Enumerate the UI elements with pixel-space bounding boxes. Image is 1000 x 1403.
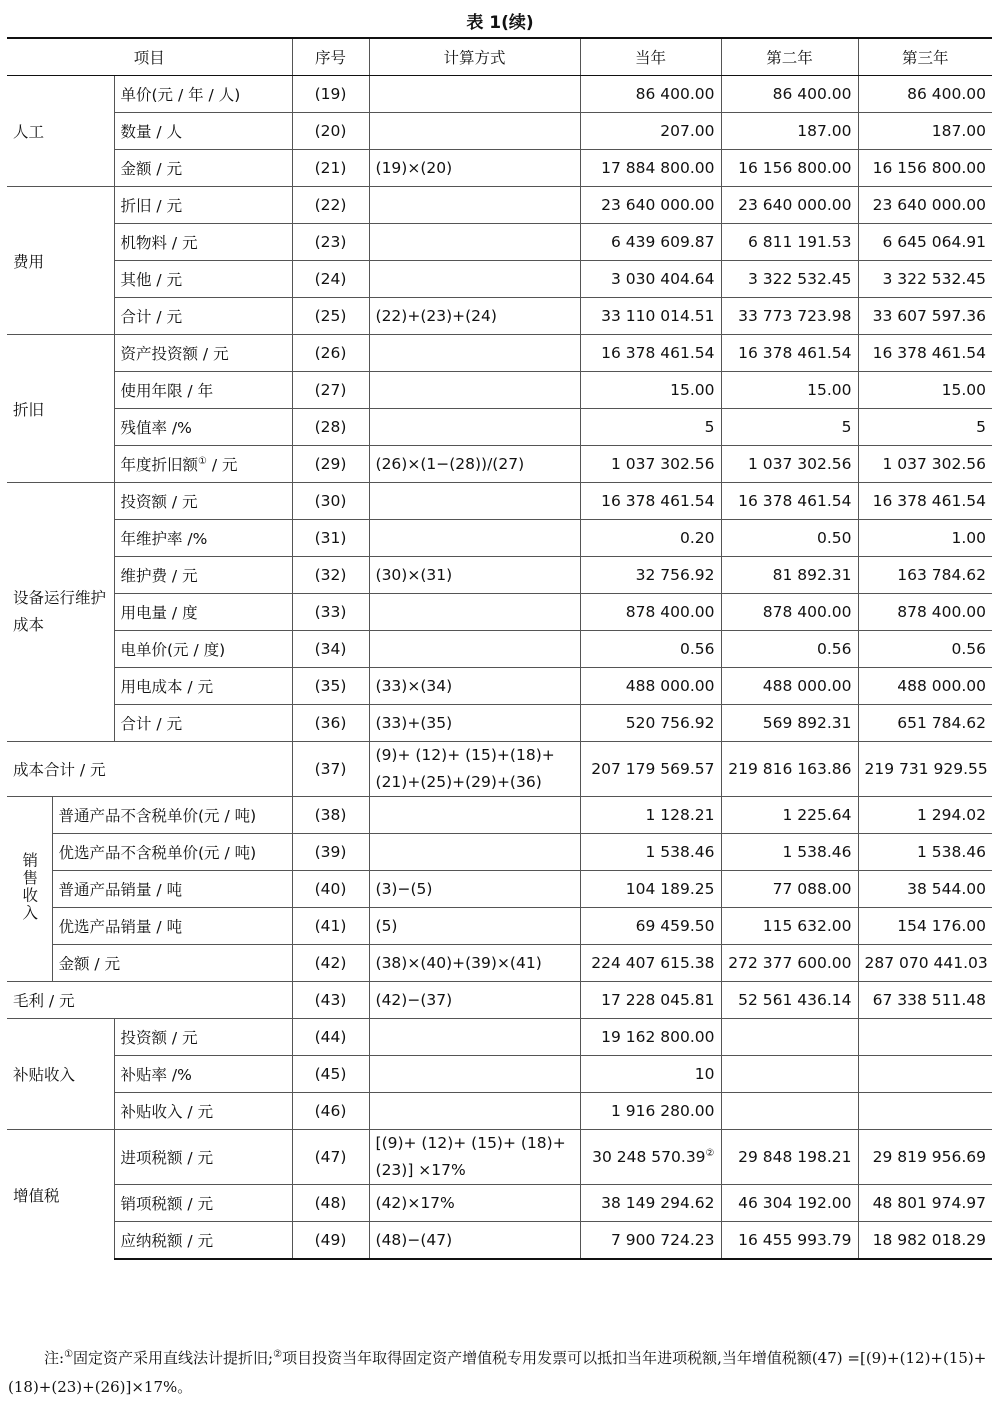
table-row: [7, 742, 992, 797]
table-row: [7, 1019, 992, 1056]
row-seq: (44): [292, 1019, 369, 1056]
row-year2: 29 848 198.21: [721, 1130, 858, 1185]
row-year2: 219 816 163.86: [721, 742, 858, 797]
row-calc: (48)−(47): [369, 1222, 580, 1260]
row-calc: [369, 1093, 580, 1130]
row-year2: 16 378 461.54: [721, 483, 858, 520]
row-calc: [369, 631, 580, 668]
table-row: [7, 1056, 992, 1093]
row-year3: 33 607 597.36: [858, 298, 992, 335]
row-year2: 16 156 800.00: [721, 150, 858, 187]
row-label: 普通产品销量 / 吨: [52, 871, 292, 908]
row-year3: 187.00: [858, 113, 992, 150]
row-year1: 86 400.00: [580, 76, 721, 113]
row-year3: 23 640 000.00: [858, 187, 992, 224]
table-row: [7, 982, 992, 1019]
row-calc: [(9)+ (12)+ (15)+ (18)+ (23)] ×17%: [369, 1130, 580, 1185]
row-year1: 17 884 800.00: [580, 150, 721, 187]
row-calc: (19)×(20): [369, 150, 580, 187]
row-calc: [369, 113, 580, 150]
row-label: 补贴收入 / 元: [114, 1093, 292, 1130]
table-row: [7, 187, 992, 224]
row-seq: (22): [292, 187, 369, 224]
row-seq: (49): [292, 1222, 369, 1260]
row-label: 残值率 /%: [114, 409, 292, 446]
table-row: [7, 113, 992, 150]
row-year1: 23 640 000.00: [580, 187, 721, 224]
row-calc: (30)×(31): [369, 557, 580, 594]
row-year3: 29 819 956.69: [858, 1130, 992, 1185]
group-expense: 费用: [7, 187, 114, 335]
row-seq: (46): [292, 1093, 369, 1130]
row-seq: (36): [292, 705, 369, 742]
row-year3: 287 070 441.03: [858, 945, 992, 982]
row-calc: [369, 224, 580, 261]
row-year2: 1 538.46: [721, 834, 858, 871]
row-label: 优选产品不含税单价(元 / 吨): [52, 834, 292, 871]
row-year3: 38 544.00: [858, 871, 992, 908]
row-seq: (33): [292, 594, 369, 631]
row-seq: (20): [292, 113, 369, 150]
row-year3: 1 294.02: [858, 797, 992, 834]
row-label: 金额 / 元: [52, 945, 292, 982]
row-year2: 115 632.00: [721, 908, 858, 945]
row-seq: (23): [292, 224, 369, 261]
row-year2: 6 811 191.53: [721, 224, 858, 261]
row-year3: 48 801 974.97: [858, 1185, 992, 1222]
row-year3: 651 784.62: [858, 705, 992, 742]
header-year3: 第三年: [858, 38, 992, 76]
row-label: 年度折旧额① / 元: [114, 446, 292, 483]
row-label: 年维护率 /%: [114, 520, 292, 557]
table-row: [7, 1185, 992, 1222]
row-label: 用电成本 / 元: [114, 668, 292, 705]
row-year3: 878 400.00: [858, 594, 992, 631]
row-year2: [721, 1019, 858, 1056]
row-year2: 86 400.00: [721, 76, 858, 113]
row-seq: (45): [292, 1056, 369, 1093]
group-sales: 销售收入: [7, 797, 52, 982]
row-year2: 46 304 192.00: [721, 1185, 858, 1222]
row-calc: (5): [369, 908, 580, 945]
row-year1: 207 179 569.57: [580, 742, 721, 797]
row-year3: 1 037 302.56: [858, 446, 992, 483]
table-row: [7, 224, 992, 261]
table-row: [7, 409, 992, 446]
group-labor: 人工: [7, 76, 114, 187]
table-row: [7, 372, 992, 409]
row-year2: 23 640 000.00: [721, 187, 858, 224]
row-year1: 7 900 724.23: [580, 1222, 721, 1260]
table-row: [7, 483, 992, 520]
row-year1: 0.20: [580, 520, 721, 557]
row-year3: 0.56: [858, 631, 992, 668]
table-row: [7, 261, 992, 298]
row-year1: 878 400.00: [580, 594, 721, 631]
row-calc: [369, 1056, 580, 1093]
row-year2: 81 892.31: [721, 557, 858, 594]
row-label: 毛利 / 元: [7, 982, 292, 1019]
row-year2: 5: [721, 409, 858, 446]
row-year1: 16 378 461.54: [580, 483, 721, 520]
row-year2: [721, 1093, 858, 1130]
row-label: 进项税额 / 元: [114, 1130, 292, 1185]
row-year2: 569 892.31: [721, 705, 858, 742]
row-year1: 6 439 609.87: [580, 224, 721, 261]
footnote-mark: ①: [198, 455, 207, 467]
row-label: 应纳税额 / 元: [114, 1222, 292, 1260]
table-row: [7, 945, 992, 982]
row-year3: 16 378 461.54: [858, 335, 992, 372]
row-label: 维护费 / 元: [114, 557, 292, 594]
table-row: [7, 557, 992, 594]
row-year3: 6 645 064.91: [858, 224, 992, 261]
table-row: [7, 871, 992, 908]
row-year1: 104 189.25: [580, 871, 721, 908]
row-seq: (42): [292, 945, 369, 982]
row-calc: (3)−(5): [369, 871, 580, 908]
table-footnote: 注:①固定资产采用直线法计提折旧;②项目投资当年取得固定资产增值税专用发票可以抵扣当年进项税额,当年增值税额(47) =[(9)+(12)+(15)+(18)+(23)+(26)]×17%。: [8, 1349, 987, 1396]
row-calc: (33)×(34): [369, 668, 580, 705]
row-year2: 272 377 600.00: [721, 945, 858, 982]
table-row: [7, 705, 992, 742]
row-calc: [369, 187, 580, 224]
row-label: 合计 / 元: [114, 705, 292, 742]
row-seq: (47): [292, 1130, 369, 1185]
row-year2: 878 400.00: [721, 594, 858, 631]
row-label: 资产投资额 / 元: [114, 335, 292, 372]
row-seq: (28): [292, 409, 369, 446]
row-year2: 0.50: [721, 520, 858, 557]
row-year1: 3 030 404.64: [580, 261, 721, 298]
row-seq: (40): [292, 871, 369, 908]
row-year2: 77 088.00: [721, 871, 858, 908]
row-seq: (31): [292, 520, 369, 557]
row-year1: 30 248 570.39②: [580, 1130, 721, 1185]
row-seq: (27): [292, 372, 369, 409]
header-calc: 计算方式: [369, 38, 580, 76]
row-seq: (48): [292, 1185, 369, 1222]
row-year3: [858, 1056, 992, 1093]
row-year1: 17 228 045.81: [580, 982, 721, 1019]
table-title: 表 1(续): [466, 13, 534, 33]
table-row: [7, 335, 992, 372]
row-year3: 16 156 800.00: [858, 150, 992, 187]
table-row: [7, 150, 992, 187]
table-row: [7, 631, 992, 668]
row-year2: 52 561 436.14: [721, 982, 858, 1019]
row-label: 合计 / 元: [114, 298, 292, 335]
row-calc: (42)−(37): [369, 982, 580, 1019]
row-label: 折旧 / 元: [114, 187, 292, 224]
row-seq: (37): [292, 742, 369, 797]
row-year1: 33 110 014.51: [580, 298, 721, 335]
row-calc: (9)+ (12)+ (15)+(18)+ (21)+(25)+(29)+(36): [369, 742, 580, 797]
row-year1: 69 459.50: [580, 908, 721, 945]
row-year2: 16 378 461.54: [721, 335, 858, 372]
row-year3: 1.00: [858, 520, 992, 557]
row-label: 电单价(元 / 度): [114, 631, 292, 668]
row-seq: (26): [292, 335, 369, 372]
row-year2: 3 322 532.45: [721, 261, 858, 298]
row-calc: [369, 409, 580, 446]
row-seq: (25): [292, 298, 369, 335]
row-label: 优选产品销量 / 吨: [52, 908, 292, 945]
row-year3: [858, 1019, 992, 1056]
row-seq: (38): [292, 797, 369, 834]
table-row: [7, 668, 992, 705]
row-seq: (24): [292, 261, 369, 298]
row-year2: 33 773 723.98: [721, 298, 858, 335]
row-year3: 16 378 461.54: [858, 483, 992, 520]
row-label: 使用年限 / 年: [114, 372, 292, 409]
row-seq: (35): [292, 668, 369, 705]
row-seq: (32): [292, 557, 369, 594]
row-seq: (29): [292, 446, 369, 483]
table-row: [7, 446, 992, 483]
row-year1: 38 149 294.62: [580, 1185, 721, 1222]
row-calc: (42)×17%: [369, 1185, 580, 1222]
header-item: 项目: [7, 38, 292, 76]
row-year1: 1 128.21: [580, 797, 721, 834]
row-calc: (26)×(1−(28))/(27): [369, 446, 580, 483]
header-year1: 当年: [580, 38, 721, 76]
table-row: [7, 1093, 992, 1130]
row-year2: 187.00: [721, 113, 858, 150]
group-vat: 增值税: [7, 1130, 114, 1260]
table-row: [7, 76, 992, 113]
table-row: [7, 1130, 992, 1185]
row-seq: (41): [292, 908, 369, 945]
row-calc: [369, 797, 580, 834]
row-calc: [369, 520, 580, 557]
row-calc: (22)+(23)+(24): [369, 298, 580, 335]
row-year1: 520 756.92: [580, 705, 721, 742]
table-row: [7, 908, 992, 945]
footnote-mark: ②: [705, 1147, 715, 1159]
row-year3: 163 784.62: [858, 557, 992, 594]
row-year1: 207.00: [580, 113, 721, 150]
row-label: 成本合计 / 元: [7, 742, 292, 797]
row-year2: 0.56: [721, 631, 858, 668]
row-label: 金额 / 元: [114, 150, 292, 187]
header-year2: 第二年: [721, 38, 858, 76]
row-year3: 488 000.00: [858, 668, 992, 705]
row-year3: 18 982 018.29: [858, 1222, 992, 1260]
row-year3: 67 338 511.48: [858, 982, 992, 1019]
row-seq: (19): [292, 76, 369, 113]
row-label: 单价(元 / 年 / 人): [114, 76, 292, 113]
row-calc: [369, 594, 580, 631]
row-year1: 15.00: [580, 372, 721, 409]
row-seq: (21): [292, 150, 369, 187]
table-row: [7, 594, 992, 631]
table-row: [7, 298, 992, 335]
row-year2: 16 455 993.79: [721, 1222, 858, 1260]
row-year3: 219 731 929.55: [858, 742, 992, 797]
row-label: 普通产品不含税单价(元 / 吨): [52, 797, 292, 834]
row-year3: 15.00: [858, 372, 992, 409]
row-year1: 1 916 280.00: [580, 1093, 721, 1130]
table-row: [7, 1222, 992, 1260]
row-calc: [369, 834, 580, 871]
row-year2: 488 000.00: [721, 668, 858, 705]
row-year3: 154 176.00: [858, 908, 992, 945]
row-calc: (38)×(40)+(39)×(41): [369, 945, 580, 982]
row-calc: [369, 261, 580, 298]
row-year3: 86 400.00: [858, 76, 992, 113]
group-equipment-maintenance: 设备运行维护成本: [7, 483, 114, 742]
table-row: [7, 797, 992, 834]
row-label: 数量 / 人: [114, 113, 292, 150]
row-year3: 1 538.46: [858, 834, 992, 871]
row-year1: 19 162 800.00: [580, 1019, 721, 1056]
group-subsidy: 补贴收入: [7, 1019, 114, 1130]
row-calc: [369, 1019, 580, 1056]
group-depreciation: 折旧: [7, 335, 114, 483]
row-calc: [369, 335, 580, 372]
row-label: 投资额 / 元: [114, 1019, 292, 1056]
row-calc: [369, 372, 580, 409]
row-label: 销项税额 / 元: [114, 1185, 292, 1222]
row-calc: [369, 76, 580, 113]
row-year2: 1 037 302.56: [721, 446, 858, 483]
row-label: 补贴率 /%: [114, 1056, 292, 1093]
row-year1: 16 378 461.54: [580, 335, 721, 372]
row-year2: [721, 1056, 858, 1093]
row-year1: 5: [580, 409, 721, 446]
row-label: 其他 / 元: [114, 261, 292, 298]
row-seq: (39): [292, 834, 369, 871]
cost-table: [7, 37, 992, 1260]
header-row: [7, 38, 992, 76]
table-row: [7, 834, 992, 871]
row-calc: (33)+(35): [369, 705, 580, 742]
row-year1: 0.56: [580, 631, 721, 668]
row-seq: (34): [292, 631, 369, 668]
header-seq: 序号: [292, 38, 369, 76]
row-year1: 10: [580, 1056, 721, 1093]
row-calc: [369, 483, 580, 520]
table-row: [7, 520, 992, 557]
row-year3: [858, 1093, 992, 1130]
row-year3: 3 322 532.45: [858, 261, 992, 298]
row-year2: 15.00: [721, 372, 858, 409]
row-year1: 32 756.92: [580, 557, 721, 594]
row-label: 投资额 / 元: [114, 483, 292, 520]
row-year1: 1 538.46: [580, 834, 721, 871]
row-year2: 1 225.64: [721, 797, 858, 834]
row-year1: 224 407 615.38: [580, 945, 721, 982]
row-year3: 5: [858, 409, 992, 446]
row-year1: 1 037 302.56: [580, 446, 721, 483]
row-label: 用电量 / 度: [114, 594, 292, 631]
row-label: 机物料 / 元: [114, 224, 292, 261]
row-year1: 488 000.00: [580, 668, 721, 705]
row-seq: (30): [292, 483, 369, 520]
row-seq: (43): [292, 982, 369, 1019]
